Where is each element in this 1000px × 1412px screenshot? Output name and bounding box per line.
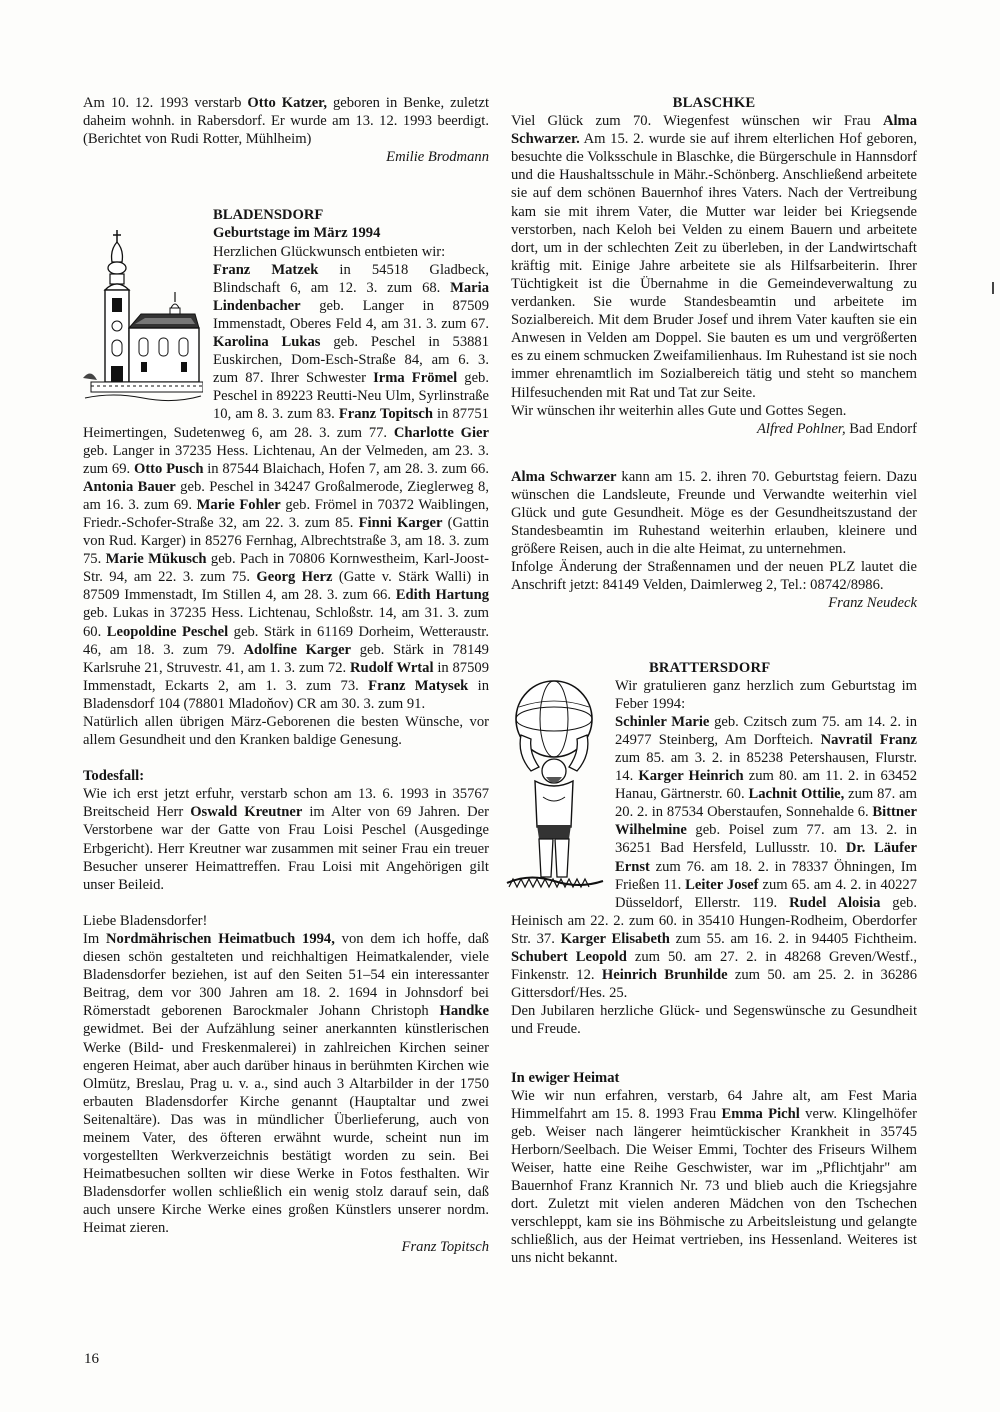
birthday-name: Leopoldine Peschel [106, 623, 229, 640]
obituary-pichl: Wie wir nun erfahren, verstarb, 64 Jahre alt, am Fest Maria Himmelfahrt am 15. 8. 1993 Frau Emma Pichl verw. Klingelhöfer geb. Weiser nach längerer heimtückischer Krankheit in 35745 Herborn/Seelbach. Die Weiser Emmi, Tochter des Friseurs Wilhem Weiser, hatte eine Reihe Geschwister, war im „Pflichtjahr" am Bauernhof Franz Krannich Nr. 73 und blieb auch die Kriegsjahre dort. Zuletzt mit vielen anderen Mädchen von den Tschechen verschleppt, kam sie ins Böhmische zu Arbeitsleistung und gelangte schließlich, aus der Heimat vertrieben, ins Hessenland. Weiteres ist uns nicht bekannt. [511, 1087, 917, 1267]
letter-body: Im Nordmährischen Heimatbuch 1994, von dem ich hoffe, daß diesen schön gestalteten und reichhaltigen Heimatkalender, viele Bladensdorfer beziehen, ist auf den Seiten 51–54 ein interessanter Beitrag, dem vor 300 Jahren am 18. 2. 1694 in Johnsdorf bei Römerstadt geborenen Barockmaler Johann Christoph Handke gewidmet. Bei der Aufzählung seiner anerkannten künstlerischen Werke (Bild- und Freskenmalerei) in zahlreichen Kirchen seiner engeren Heimat, aber auch darüber hinaus in berühmten Kirchen wie Olmütz, Breslau, Prag u. v. a., sind auch 3 Altarbilder in der 1750 erbauten Bladensdorfer Kirche genannt (Hauptaltar und zwei Seitenaltäre). Das was in mündlicher Überlieferung, auch von meinem Vater, des öfteren erwähnt wurde, scheint nun im vorgestellten Werkverzeichnis bestätigt worden zu sein. Bei Heimatbesuchen sollten wir diese Werke in Fotos festhalten. Wir Bladensdorfer wollen schließlich ein wenig stolz darauf sein, daß auch unsere Kirche Werke eines großen Künstlers unserer nordm. Heimat zieren. [83, 930, 489, 1237]
birthday-name: Lachnit Ottilie, [748, 786, 845, 803]
letter-section [83, 912, 489, 1256]
blaschke-address-change: Infolge Änderung der Straßennamen und der neuen PLZ lautet die Anschrift jetzt: 84149 Velden, Daimlerweg 2, Tel.: 08742/8986. [511, 559, 917, 594]
signature-topitsch: Franz Topitsch [401, 1238, 489, 1255]
title-heimatbuch: Nordmährischen Heimatbuch 1994, [106, 930, 335, 947]
blaschke-article: Viel Glück zum 70. Wiegenfest wünschen wir Frau Alma Schwarzer. Am 15. 2. wurde sie auf ihrem elterlichen Hof geboren, besuchte die Volksschule in Blaschke, die Bürgerschule in Hannsdorf und die Haushaltsschule in Mähr.-Schönberg. Anschließend arbeitete sie auf dem schönen Bauernhof ihres Vaters. Nach der Vertreibung kam sie mit ihrem Vater, die Mutter war leider bei Kriegsende verstorben, nach Keloh bei Velden zu einem Bauern und arbeitete dort, um in der schlechten Zeit zu überleben, in der Landwirtschaft kräftig mit. Einige Jahre arbeitete sie als Hilfsarbeiterin. Ihrer Tüchtigkeit ist die Übernahme in die Gemeindeverwaltung zu verdanken. Sie wurde Standesbeamtin und arbeitete im Sozialbereich. Mit dem Bruder Josef und ihrem Vater kauften sie ein Anwesen in Velden am Doppel. Sie bauten es um und vergrößerten es zu einem schmucken Zweifamilienhaus. Im Ruhestand ist sie noch immer ehrenamtlich im Sozialbereich tätig und steht so manchem Hilfesuchenden mit Rat und Tat zur Seite. [511, 113, 917, 401]
name-otto-katzer: Otto Katzer, [247, 95, 327, 111]
todesfall-section [83, 767, 489, 894]
name-alma-schwarzer-2: Alma Schwarzer [511, 468, 617, 485]
birthday-name: Irma Frömel [373, 370, 458, 387]
birthday-name: Georg Herz [256, 569, 333, 586]
heading-todesfall: Todesfall: [83, 768, 145, 785]
name-alma-schwarzer: Alma Schwarzer. [511, 113, 917, 148]
birthday-name: Bittner Wilhelmine [615, 804, 917, 839]
brattersdorf-birthday-list: Wir gratulieren ganz herzlich zum Geburtstag im Feber 1994: Schinler Marie geb. Czitsch zum 75. am 14. 2. in 24977 Steinberg, Am Dorfteich. Navratil Franz zum 85. am 3. 2. in 85238 Petershausen, Flurstr. 14. Karger Heinrich zum 80. am 11. 2. in 63452 Hanau, Gärtnerstr. 60. Lachnit Ottilie, zum 87. am 20. 2. in 87534 Oberstaufen, Sonnehalde 6. Bittner Wilhelmine geb. Poisel zum 77. am 13. 2. in 36251 Bad Hersfeld, Lullusstr. 10. Dr. Läufer Ernst zum 76. am 18. 2. in 78337 Öhningen, Im Frießen 11. Leiter Josef zum 65. am 4. 2. in 40227 Düsseldorf, Ellerstr. 119. Rudel Aloisia geb. Heinisch am 22. 2. zum 60. in 35410 Hungen-Rodheim, Oberdorfer Str. 37. Karger Elisabeth zum 55. am 16. 2. in 94405 Fichtheim. Schubert Leopold zum 50. am 27. 2. in 48268 Greven/Westf., Finkenstr. 12. Heinrich Brunhilde zum 50. am 25. 2. in 36286 Gittersdorf/Hes. 25. [511, 677, 918, 1002]
name-handke: Handke [439, 1003, 489, 1020]
atlas-statue-illustration [499, 677, 605, 897]
birthday-name: Franz Matysek [368, 677, 469, 694]
heading-bladensdorf: BLADENSDORF [213, 207, 324, 224]
subheading-birthdays-march: Geburtstage im März 1994 [213, 225, 381, 242]
birthday-name: Karolina Lukas [213, 334, 321, 351]
blaschke-section [511, 94, 917, 613]
birthday-name: Leiter Josef [685, 876, 759, 893]
birthday-name: Karger Heinrich [638, 768, 744, 785]
birthday-name: Schinler Marie [615, 713, 710, 730]
birthday-name: Navratil Franz [820, 731, 917, 748]
birthday-name: Marie Fohler [196, 496, 281, 513]
signature-neudeck: Franz Neudeck [828, 595, 917, 612]
birthday-name: Otto Pusch [133, 460, 204, 477]
bladensdorf-birthday-list: Herzlichen Glückwunsch entbieten wir: Franz Matzek in 54518 Gladbeck, Blindschaft 6, am 12. 3. zum 68. Maria Lindenbacher geb. Langer in 87509 Immenstadt, Oberes Feld 4, am 31. 3. zum 67. Karolina Lukas geb. Peschel in 53881 Euskirchen, Dom-Esch-Straße 84, am 6. 3. zum 87. Ihrer Schwester Irma Frömel geb. Peschel in 89223 Reutti-Neu Ulm, Syrlinstraße 10, am 8. 3. zum 83. Franz Topitsch in 87751 Heimertingen, Sudetenweg 6, am 28. 3. zum 77. Charlotte Gier geb. Langer in 37235 Hess. Lichtenau, An der Velmeden, am 23. 3. zum 69. Otto Pusch in 87544 Blaichach, Hofen 7, am 28. 3. zum 66. Antonia Bauer geb. Peschel in 34247 Großalmerode, Zieglerweg 8, am 16. 3. zum 69. Marie Fohler geb. Frömel in 70372 Waiblingen, Friedr.-Schofer-Straße 32, am 22. 3. zum 85. Finni Karger (Gattin von Rud. Karger) in 85276 Fernhag, Albrechtstraße 3, am 18. 3. zum 75. Marie Mükusch geb. Pach in 70806 Kornwestheim, Karl-Joost-Str. 94, am 22. 3. zum 75. Georg Herz (Gatte v. Stärk Walli) in 87509 Immenstadt, Im Stillen 4, am 28. 3. zum 66. Edith Hartung geb. Lukas in 37235 Hess. Lichtenau, Schloßstr. 14, am 31. 3. zum 60. Leopoldine Peschel geb. Stärk in 61169 Dorheim, Wetteraustr. 46, am 18. 3. zum 79. Adolfine Karger geb. Stärk in 78149 Karlsruhe 21, Struvestr. 41, am 1. 3. zum 72. Rudolf Wrtal in 87509 Immenstadt, Eckarts 2, am 1. 3. zum 73. Franz Matysek in Bladensdorf 104 (78801 Mladoňov) CR am 30. 3. zum 91. [83, 243, 490, 712]
obituary-katzer: Am 10. 12. 1993 verstarb Otto Katzer, geboren in Benke, zuletzt daheim wohnh. in Rabersdorf. Er wurde am 13. 12. 1993 beerdigt. (Berichtet von Rudi Rotter, Mühlheim) [83, 95, 490, 148]
letter-salutation: Liebe Bladensdorfer! [83, 912, 208, 929]
birthday-name: Franz Topitsch [338, 406, 433, 423]
birthday-name: Adolfine Karger [243, 641, 352, 658]
birthday-name: Rudolf Wrtal [349, 659, 434, 676]
scan-edge-mark [992, 282, 994, 294]
birthday-name: Maria Lindenbacher [213, 279, 489, 314]
birthday-name: Dr. Läufer Ernst [615, 840, 918, 875]
name-oswald-kreutner: Oswald Kreutner [190, 804, 303, 821]
birthday-name: Schubert Leopold [511, 949, 627, 966]
page-number: 16 [84, 1351, 99, 1367]
name-emma-pichl: Emma Pichl [721, 1105, 800, 1122]
bladensdorf-closing: Natürlich allen übrigen März-Geborenen die besten Wünsche, vor allem Gesundheit und den Kranken baldige Genesung. [83, 714, 489, 749]
blaschke-wish: Wir wünschen ihr weiterhin alles Gute und Gottes Segen. [511, 402, 847, 419]
birthday-name: Edith Hartung [395, 587, 490, 604]
birthday-name: Charlotte Gier [393, 424, 489, 441]
blaschke-birthday-note: Alma Schwarzer kann am 15. 2. ihren 70. Geburtstag feiern. Dazu wünschen die Landsleute, Freunde und Verwandte weiterhin viel Glück und gute Gesundheit. Möge es der Gesundheitszustand der Standesbeamtin im Ruhestand weiterhin erlauben, kleinere und größere Reisen, auch in die alte Heimat, zu unternehmen. [511, 468, 918, 558]
heading-blaschke: BLASCHKE [672, 95, 756, 111]
birthday-name: Franz Matzek [213, 261, 319, 278]
brattersdorf-closing: Den Jubilaren herzliche Glück- und Segenswünsche zu Gesundheit und Freude. [511, 1003, 917, 1038]
brattersdorf-section [511, 659, 917, 1039]
signature-brodmann: Emilie Brodmann [386, 149, 489, 166]
right-column [511, 94, 917, 1268]
bladensdorf-section [83, 206, 489, 749]
church-illustration [83, 228, 203, 404]
birthday-name: Finni Karger [358, 514, 443, 531]
obituary-kreutner: Wie ich erst jetzt erfuhr, verstarb schon am 13. 6. 1993 in 35767 Breitscheid Herr Oswald Kreutner im Alter von 69 Jahren. Der Verstorbene war der Gatte von Frau Loisi Peschel (Ausgedinge Erbgericht). Herr Kreutner war zusammen mit seiner Frau ein treuer Besucher unserer Heimattreffen. Frau Loisi mit Angehörigen gilt unser Beileid. [83, 786, 490, 893]
birthday-name: Marie Mükusch [105, 551, 207, 568]
heading-ewiger-heimat: In ewiger Heimat [511, 1069, 620, 1086]
birthday-name: Karger Elisabeth [560, 930, 670, 947]
heading-brattersdorf: BRATTERSDORF [649, 659, 771, 676]
signature-pohlner: Alfred Pohlner, Bad Endorf [757, 420, 917, 437]
ewiger-heimat-section [511, 1069, 917, 1268]
birthday-name: Heinrich Brunhilde [601, 967, 728, 984]
left-column [83, 94, 489, 1256]
birthday-name: Antonia Bauer [83, 478, 176, 495]
birthday-name: Rudel Aloisia [789, 894, 881, 911]
